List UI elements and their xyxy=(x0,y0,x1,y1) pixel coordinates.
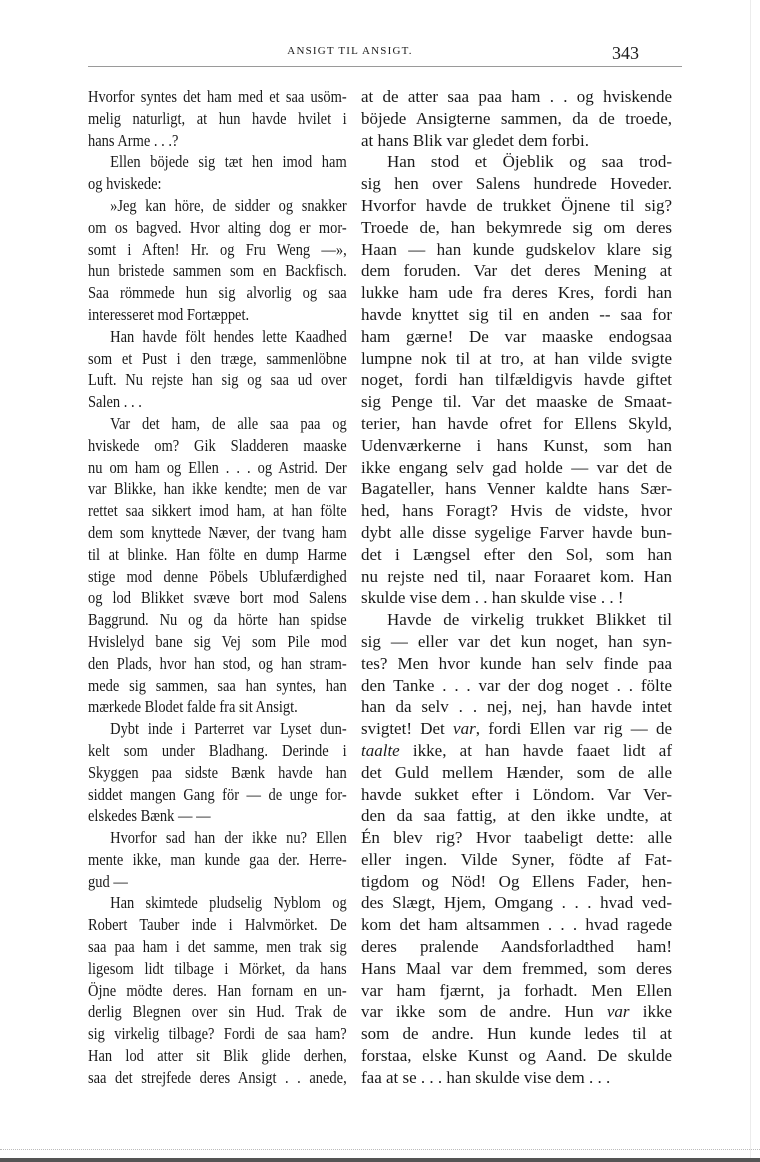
text-line: gud — xyxy=(88,871,128,891)
text-line: havde sukket efter i Löndom. Var Ver- xyxy=(361,784,672,804)
text-line: den Plads, hvor han stod, og han stram- xyxy=(88,653,347,673)
text-line: Luft. Nu rejste han sig og saa ud over xyxy=(88,370,347,390)
text-line: noget, fordi han tilfældigvis havde giftet xyxy=(361,370,672,390)
text-line: nu rejste ned til, naar Foraaret kom. Han xyxy=(361,566,672,586)
text-line: hun bristede sammen som en Backfisch. xyxy=(88,261,347,281)
text-line: mente ikke, man kunde gaa der. Herre- xyxy=(88,849,347,869)
text-line: melig naturligt, at hun havde hvilet i xyxy=(88,108,347,128)
text-line: böjede Ansigterne sammen, da de troede, xyxy=(361,108,672,128)
text-line xyxy=(361,740,672,762)
text-line: den da saa fattig, at den ikke undte, at xyxy=(361,806,672,826)
text-line: hed, hans Foragt? Hvis de vidste, hvor xyxy=(361,501,672,521)
text-line: Hvislelyd bane sig Vej som Pile mod xyxy=(88,631,347,651)
text-line: interesseret mod Fortæppet. xyxy=(88,304,250,324)
text-span: svigtet! Det xyxy=(361,719,454,739)
text-line: nu om ham og Ellen . . . og Astrid. Der xyxy=(88,457,347,477)
bottom-scan-edge xyxy=(0,1158,760,1162)
text-line: sig virkelig tilbage? Fordi de saa ham? xyxy=(88,1024,347,1044)
text-line: Salen . . . xyxy=(88,392,142,412)
text-line: tes? Men hvor kunde han selv finde paa xyxy=(361,653,672,673)
text-line: var Blikke, han ikke kendte; men de var xyxy=(88,479,347,499)
text-line: dem foruden. Var det deres Mening at xyxy=(361,261,672,281)
text-line xyxy=(361,1001,672,1023)
header-rule xyxy=(88,66,682,67)
text-line: Haan — han kunde gudskelov klare sig xyxy=(361,239,672,259)
text-line: at de atter saa paa ham . . og hviskende xyxy=(361,87,672,106)
text-line: mede sig sammen, saa han syntes, han xyxy=(88,675,347,695)
text-line: Dybt inde i Parterret var Lyset dun- xyxy=(110,719,347,739)
text-line: Hvorfor syntes det ham med et saa usöm- xyxy=(88,87,347,106)
text-line: Skyggen paa sidste Bænk havde han xyxy=(88,762,347,782)
text-line: at hans Blik var gledet dem forbi. xyxy=(361,130,590,150)
text-line: Hans Maal var dem fremmed, som deres xyxy=(361,958,672,978)
text-line: tigdom og Nöd! Og Ellens Fader, hen- xyxy=(361,871,672,891)
italic-text: var xyxy=(453,719,476,739)
text-line: det i Længsel efter den Sol, som han xyxy=(361,544,672,564)
italic-text: var xyxy=(606,1002,630,1022)
text-line: saa paa ham i det samme, men trak sig xyxy=(88,937,347,957)
page-edge-line xyxy=(750,0,751,1162)
text-line: sig Penge til. Var det maaske de Smaat- xyxy=(361,392,672,412)
text-line: Udenværkerne i hans Kunst, som han xyxy=(361,435,672,455)
text-line: mærkede Blodet falde fra sit Ansigt. xyxy=(88,697,298,717)
text-line: Han stod et Öjeblik og saa trod- xyxy=(387,152,672,172)
text-line: den Tanke . . . var der dog noget . . fölte xyxy=(361,675,672,695)
text-span: , fordi Ellen var rig — de xyxy=(475,719,672,739)
text-span: ikke, at han havde faaet lidt af xyxy=(399,740,672,760)
text-line: terier, han havde ofret for Ellens Skyld, xyxy=(361,413,672,433)
bottom-scan-rule xyxy=(0,1149,760,1150)
text-line: des Slægt, Hjem, Omgang . . . hvad ved- xyxy=(361,893,672,913)
text-line: til at blinke. Han fölte en dump Harme xyxy=(88,544,347,564)
text-line: faa at se . . . han skulde vise dem . . . xyxy=(361,1067,611,1087)
text-line: Öjne mödte deres. Han fornam en un- xyxy=(88,980,347,1000)
text-line: ham gærne! De var maaske endogsaa xyxy=(361,326,672,346)
text-line: Han havde fölt hendes lette Kaadhed xyxy=(110,326,347,346)
text-line: ikke engang selv gad holde — var det de xyxy=(361,457,672,477)
text-line: Han skimtede pludselig Nyblom og xyxy=(110,893,347,913)
italic-text: taalte xyxy=(361,740,400,760)
text-line: stige mod denne Pöbels Ublufærdighed xyxy=(88,566,347,586)
text-line: som et Pust i den træge, sammenlöbne xyxy=(88,348,347,368)
text-line: sig hen over Salens hundrede Hoveder. xyxy=(361,174,672,194)
text-line: Saa römmede hun sig alvorlig og saa xyxy=(88,283,347,303)
text-span: ikke xyxy=(629,1002,672,1022)
text-line: dem som knyttede Næver, der tvang ham xyxy=(88,522,347,542)
text-line: Var det ham, de alle saa paa og xyxy=(110,413,347,433)
text-line: sig — eller var det kun noget, han syn- xyxy=(361,631,672,651)
text-line: Han lod atter sit Blik glide derhen, xyxy=(88,1046,347,1066)
text-line: Én blev rig? Hvor taabeligt dette: alle xyxy=(361,828,672,848)
text-line: kelt som under Bladhang. Derinde i xyxy=(88,740,347,760)
text-line: som de andre. Hun kunde ledes til at xyxy=(361,1024,672,1044)
text-line: kom det ham altsammen . . . hvad ragede xyxy=(361,915,672,935)
text-line: hviskede om? Gik Sladderen maaske xyxy=(88,435,347,455)
text-line: siddet mangen Gang för — de unge for- xyxy=(88,784,347,804)
text-line: elskedes Bænk — — xyxy=(88,806,211,826)
text-line: Hvorfor sad han der ikke nu? Ellen xyxy=(110,828,347,848)
text-line xyxy=(361,718,672,740)
text-line: lumpne nok til at tro, at han vilde svigte xyxy=(361,348,672,368)
text-line: Robert Tauber inde i Halvmörket. De xyxy=(88,915,347,935)
text-line: forstaa, elske Kunst og Aand. De skulde xyxy=(361,1046,672,1066)
text-line: »Jeg kan höre, de sidder og snakker xyxy=(110,195,347,215)
text-line: saa det strejfede deres Ansigt . . anede, xyxy=(88,1067,347,1087)
text-line: og hviskede: xyxy=(88,174,162,194)
text-line: han da selv . . nej, nej, han havde intet xyxy=(361,697,672,717)
text-line: derlig Blegnen over sin Hud. Trak de xyxy=(88,1002,347,1022)
text-line: om os bagved. Hvor alting dog er mor- xyxy=(88,217,347,237)
text-line: Havde de virkelig trukket Blikket til xyxy=(387,610,672,630)
text-line: Baggrund. Nu og da hörte han spidse xyxy=(88,610,347,630)
text-line: det Guld mellem Hænder, som de alle xyxy=(361,762,672,782)
text-line: eller ingen. Vilde Syner, födte af Fat- xyxy=(361,849,672,869)
page-number: 343 xyxy=(612,43,639,63)
text-span: var ikke som de andre. Hun xyxy=(361,1002,607,1022)
text-line: Troede de, han bekymrede sig om deres xyxy=(361,217,672,237)
text-line: Hvorfor havde de trukket Öjnene til sig? xyxy=(361,195,672,215)
running-title: ANSIGT TIL ANSIGT. xyxy=(287,45,413,57)
text-line: deres pralende Aandsforladthed ham! xyxy=(361,937,672,957)
text-line: hans Arme . . .? xyxy=(88,130,179,150)
text-line: lukke ham ude fra deres Kres, fordi han xyxy=(361,283,672,303)
text-line: havde knyttet sig til en anden -- saa for xyxy=(361,304,672,324)
text-line: ligesom lidt tilbage i Mörket, da hans xyxy=(88,958,347,978)
text-line: skulde vise dem . . han skulde vise . . ! xyxy=(361,588,624,608)
text-line: var ham fjærnt, ja forhadt. Men Ellen xyxy=(361,980,672,1000)
text-line: Bagateller, hans Venner kaldte hans Sær- xyxy=(361,479,672,499)
text-line: somt i Aften! Hr. og Fru Weng —», xyxy=(88,239,347,259)
text-line: og lod Blikket svæve bort mod Salens xyxy=(88,588,347,608)
text-line: rettet saa sikkert imod ham, at han fölte xyxy=(88,501,347,521)
text-column-right xyxy=(361,86,672,1089)
text-line: Ellen böjede sig tæt hen imod ham xyxy=(110,152,347,172)
text-column-left xyxy=(88,86,347,1089)
text-line: dybt alle disse sygelige Farver havde bun- xyxy=(361,522,672,542)
